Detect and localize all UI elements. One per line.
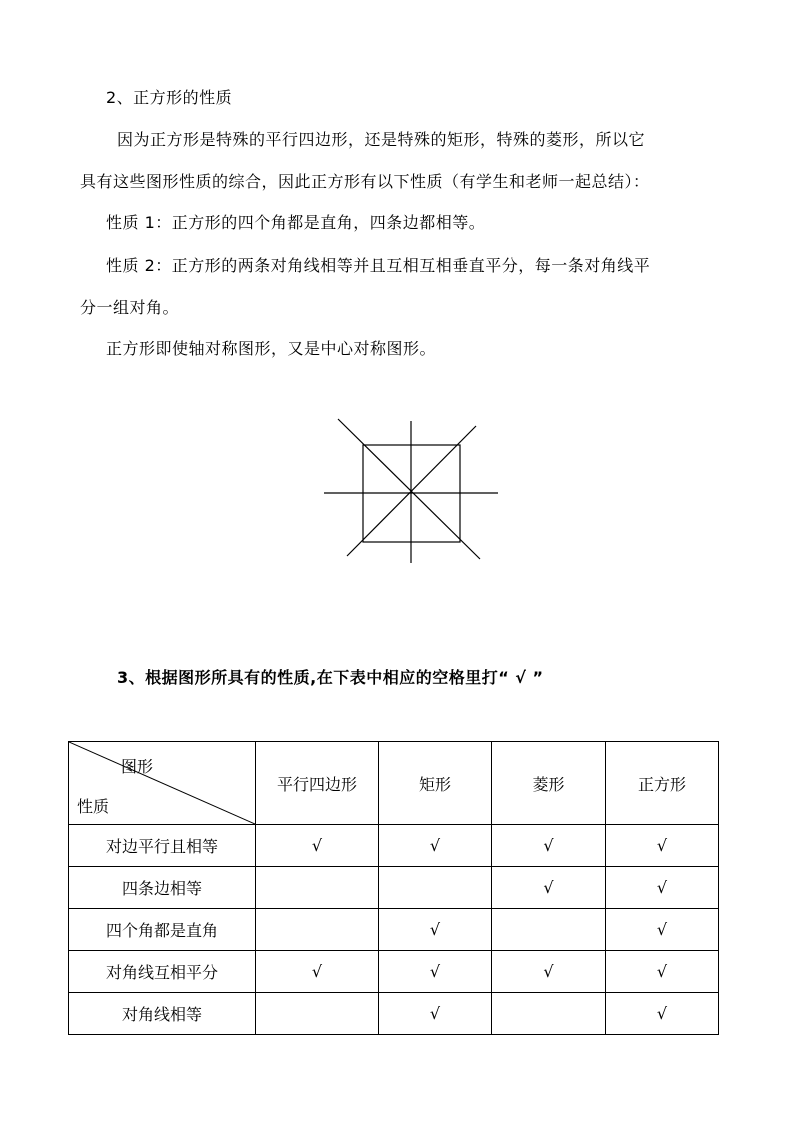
check-cell <box>492 993 606 1035</box>
check-cell <box>256 993 379 1035</box>
intro-line-2: 具有这些图形性质的综合，因此正方形有以下性质（有学生和老师一起总结）： <box>80 172 650 191</box>
check-cell: √ <box>606 867 719 909</box>
square-symmetry-figure <box>320 413 502 563</box>
diagonal-line-1 <box>338 419 480 559</box>
check-cell: √ <box>606 951 719 993</box>
table-row <box>69 951 719 993</box>
row-label: 四个角都是直角 <box>69 909 256 951</box>
property-1: 性质 1：正方形的四个角都是直角，四条边都相等。 <box>106 213 486 232</box>
table-header-row <box>69 742 719 825</box>
table-row <box>69 825 719 867</box>
column-header: 矩形 <box>379 742 492 825</box>
property-2-line-1: 性质 2：正方形的两条对角线相等并且互相互相垂直平分，每一条对角线平 <box>106 256 651 275</box>
check-cell: √ <box>606 993 719 1035</box>
corner-label-property: 性质 <box>77 797 110 816</box>
symmetry-statement: 正方形即使轴对称图形，又是中心对称图形。 <box>106 339 437 358</box>
section3-heading: 3、根据图形所具有的性质,在下表中相应的空格里打“ √ ” <box>117 668 544 687</box>
properties-table <box>68 741 719 1035</box>
row-label: 对角线相等 <box>69 993 256 1035</box>
check-cell: √ <box>379 993 492 1035</box>
check-cell: √ <box>379 951 492 993</box>
check-cell: √ <box>379 825 492 867</box>
check-cell: √ <box>492 867 606 909</box>
row-label: 对角线互相平分 <box>69 951 256 993</box>
corner-label-shape: 图形 <box>121 757 154 776</box>
check-cell <box>256 867 379 909</box>
corner-cell <box>69 742 256 825</box>
table-row <box>69 867 719 909</box>
column-header: 正方形 <box>606 742 719 825</box>
check-cell: √ <box>492 951 606 993</box>
column-header: 平行四边形 <box>256 742 379 825</box>
check-cell: √ <box>256 825 379 867</box>
table-row <box>69 993 719 1035</box>
check-cell: √ <box>492 825 606 867</box>
row-label: 对边平行且相等 <box>69 825 256 867</box>
check-cell: √ <box>606 825 719 867</box>
table-row <box>69 909 719 951</box>
column-header: 菱形 <box>492 742 606 825</box>
section2-heading: 2、正方形的性质 <box>106 88 233 107</box>
check-cell: √ <box>379 909 492 951</box>
check-cell: √ <box>606 909 719 951</box>
check-cell <box>379 867 492 909</box>
check-cell <box>256 909 379 951</box>
check-cell: √ <box>256 951 379 993</box>
intro-line-1: 因为正方形是特殊的平行四边形，还是特殊的矩形，特殊的菱形，所以它 <box>117 130 646 149</box>
check-cell <box>492 909 606 951</box>
property-2-line-2: 分一组对角。 <box>80 298 180 317</box>
row-label: 四条边相等 <box>69 867 256 909</box>
